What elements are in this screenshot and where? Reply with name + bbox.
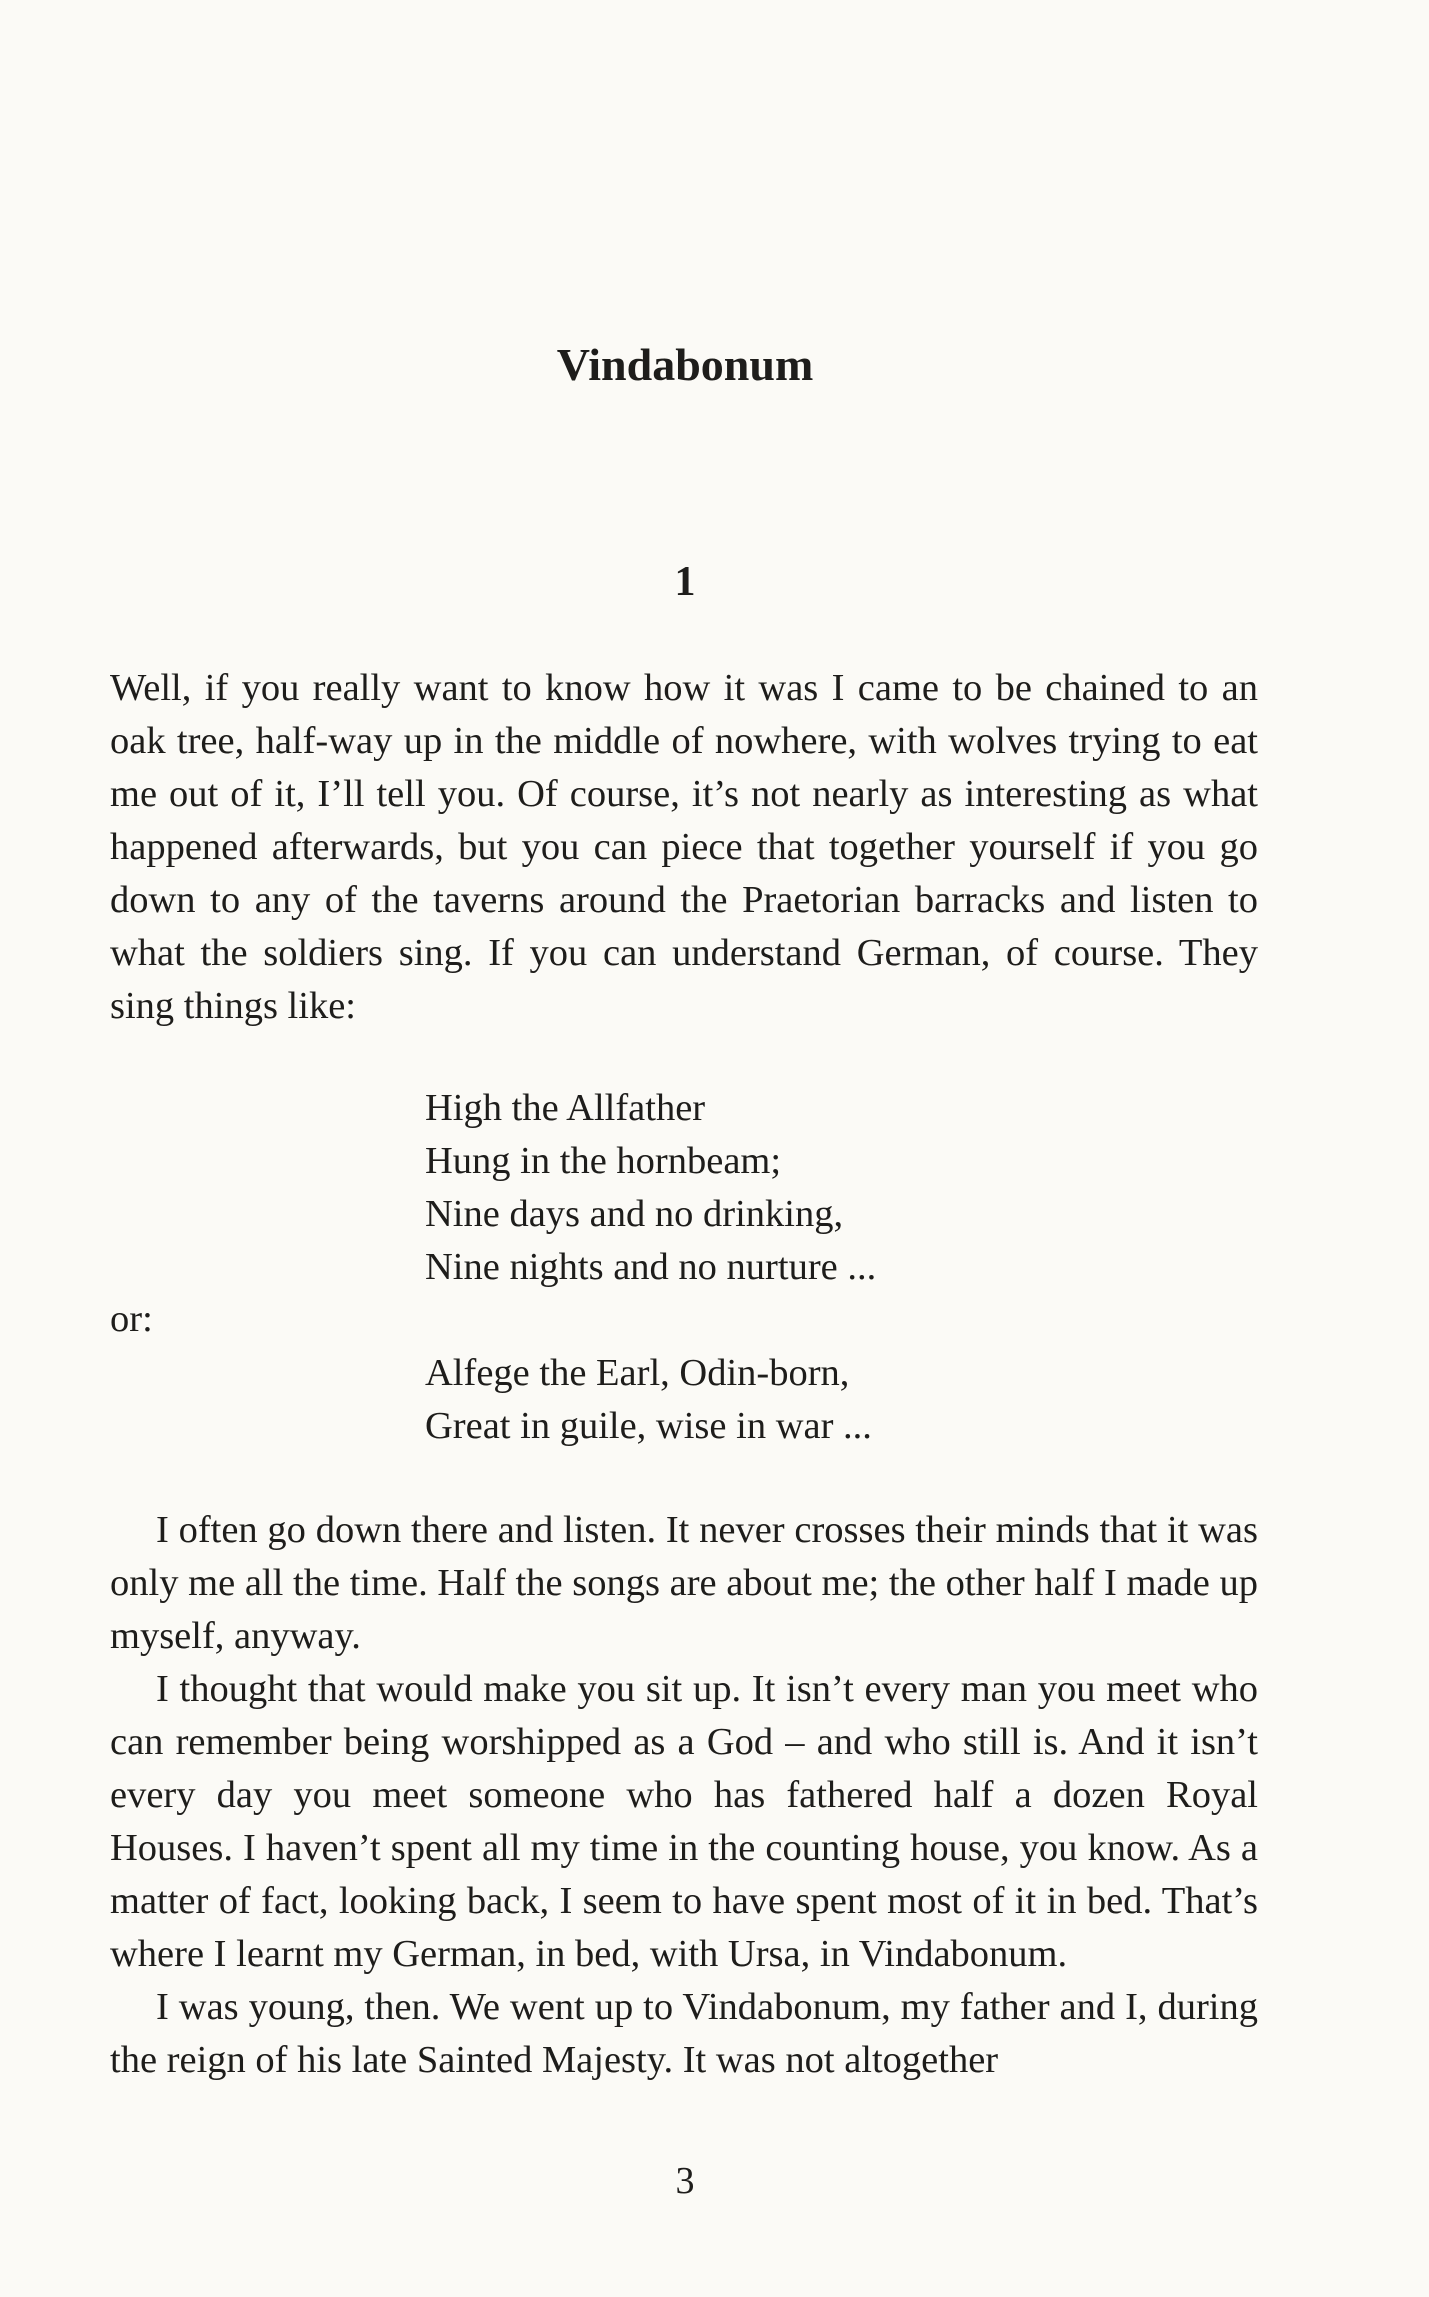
verse-line: High the Allfather: [425, 1087, 706, 1129]
paragraph-2: I often go down there and listen. It never crosses their minds that it was only me all the time. Half the songs are about me; the other half I made up myself, anyway.: [110, 1509, 1258, 1657]
verse-line: Alfege the Earl, Odin-born,: [425, 1352, 850, 1394]
paragraph-4: I was young, then. We went up to Vindabonum, my father and I, during the reign of his late Sainted Majesty. It was not altogether: [110, 1986, 1258, 2081]
verse-line: Nine nights and no nurture ...: [425, 1246, 877, 1288]
verse-connector: or:: [110, 1298, 153, 1340]
verse-block-2: [425, 1347, 872, 1453]
chapter-number: 1: [674, 559, 696, 605]
verse-line: Hung in the hornbeam;: [425, 1140, 782, 1182]
verse-line: Nine days and no drinking,: [425, 1193, 844, 1235]
chapter-title: Vindabonum: [556, 339, 814, 390]
paragraph-1: Well, if you really want to know how it was I came to be chained to an oak tree, half-way up in the middle of nowhere, with wolves trying to eat me out of it, I’ll tell you. Of course, it’s not nearly as interesting as what happened afterwards, but you can piece that together yourself if you go down to any of the taverns around the Praetorian barracks and listen to what the soldiers sing. If you can understand German, of course. They sing things like:: [110, 667, 1258, 1027]
paragraph-3: I thought that would make you sit up. It isn’t every man you meet who can remember being worshipped as a God – and who still is. And it isn’t every day you meet someone who has fathered half a dozen Royal Houses. I haven’t spent all my time in the counting house, you know. As a matter of fact, looking back, I seem to have spent most of it in bed. That’s where I learnt my German, in bed, with Ursa, in Vindabonum.: [110, 1668, 1258, 1975]
page-number: 3: [675, 2160, 695, 2202]
verse-line: Great in guile, wise in war ...: [425, 1405, 872, 1447]
verse-block-1: [425, 1082, 876, 1294]
